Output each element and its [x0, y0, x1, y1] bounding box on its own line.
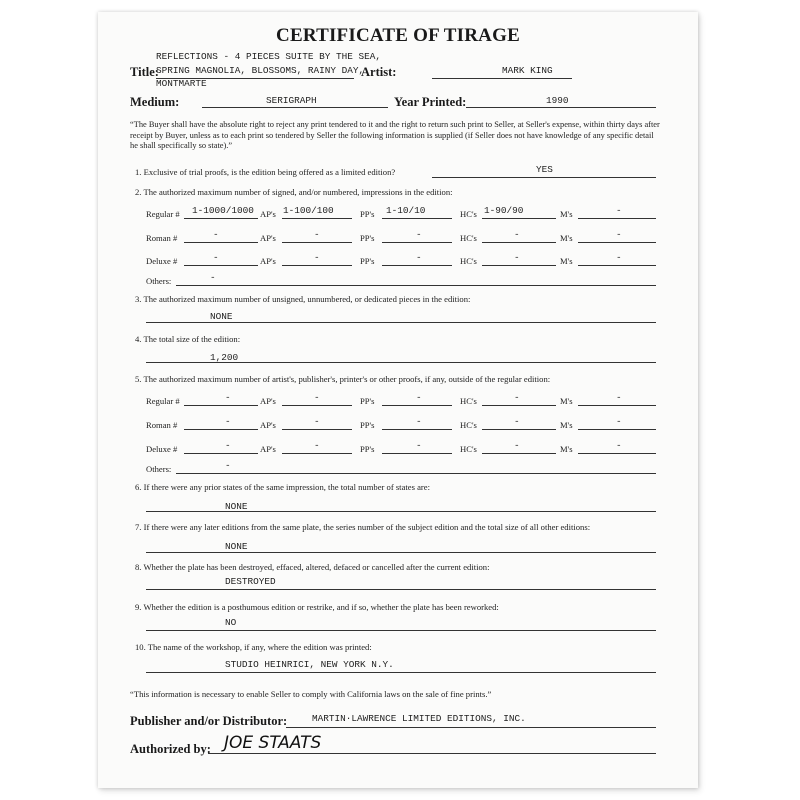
q5-roman-num-line: [184, 429, 258, 430]
q5-roman-pps-line: [382, 429, 452, 430]
q5-roman-aps-label: AP's: [260, 420, 276, 430]
q2-regular-label: Regular #: [146, 209, 180, 219]
authorized-label: Authorized by:: [130, 742, 211, 756]
q2-roman-ms: -: [616, 229, 622, 240]
question-1: 1. Exclusive of trial proofs, is the edition being offered as a limited edition?: [135, 167, 396, 177]
q2-roman-pps-line: [382, 242, 452, 243]
q2-regular-aps-line: [282, 218, 352, 219]
q2-roman-aps-label: AP's: [260, 233, 276, 243]
q5-regular-aps: -: [314, 392, 320, 403]
q5-deluxe-ms-line: [578, 453, 656, 454]
question-2: 2. The authorized maximum number of signed, and/or numbered, impressions in the edition:: [135, 187, 453, 197]
q2-deluxe-pps-line: [382, 265, 452, 266]
q2-others-label: Others:: [146, 276, 172, 286]
title-value-line-2: SPRING MAGNOLIA, BLOSSOMS, RAINY DAY,: [156, 65, 365, 76]
q2-deluxe-pps-label: PP's: [360, 256, 375, 266]
q2-regular-ms-label: M's: [560, 209, 573, 219]
q2-roman-aps: -: [314, 229, 320, 240]
q2-deluxe-aps-line: [282, 265, 352, 266]
q5-others-label: Others:: [146, 464, 172, 474]
year-underline: [466, 107, 656, 108]
q5-regular-pps-label: PP's: [360, 396, 375, 406]
q2-roman-num: -: [213, 229, 219, 240]
q5-regular-num-line: [184, 405, 258, 406]
q2-regular-aps-label: AP's: [260, 209, 276, 219]
q5-regular-ms: -: [616, 392, 622, 403]
q5-roman-aps-line: [282, 429, 352, 430]
q2-deluxe-hcs-line: [482, 265, 556, 266]
q2-roman-ms-line: [578, 242, 656, 243]
q5-deluxe-label: Deluxe #: [146, 444, 178, 454]
q5-regular-num: -: [225, 392, 231, 403]
question-5: 5. The authorized maximum number of artist's, publisher's, printer's or other proofs, if any, outside of the regular edition:: [135, 374, 551, 384]
q2-roman-pps: -: [416, 229, 422, 240]
q2-regular-pps-label: PP's: [360, 209, 375, 219]
q5-roman-ms-line: [578, 429, 656, 430]
title-value-line-3: MONTMARTE: [156, 78, 207, 89]
q2-deluxe-aps: -: [314, 252, 320, 263]
q5-roman-ms: -: [616, 416, 622, 427]
q2-others-value: -: [210, 272, 216, 283]
q5-deluxe-aps-line: [282, 453, 352, 454]
q5-regular-pps: -: [416, 392, 422, 403]
answer-4: 1,200: [210, 352, 239, 363]
q2-regular-aps: 1-100/100: [283, 205, 334, 216]
intro-paragraph: “The Buyer shall have the absolute right to reject any print tendered to it and the right to return such print to Seller, at Seller's expense, within thirty days after receipt by Buyer, unless as to each print so tendered by Seller the following information is supplied (if Seller does not have knowledge of any specific detail he shall specifically so state).”: [130, 120, 660, 151]
q2-deluxe-ms-label: M's: [560, 256, 573, 266]
publisher-value: MARTIN·LAWRENCE LIMITED EDITIONS, INC.: [312, 713, 526, 724]
q5-deluxe-aps: -: [314, 440, 320, 451]
answer-6-underline: [146, 511, 656, 512]
q2-roman-num-line: [184, 242, 258, 243]
question-6: 6. If there were any prior states of the same impression, the total number of states are:: [135, 482, 430, 492]
answer-8-underline: [146, 589, 656, 590]
answer-9: NO: [225, 617, 237, 628]
q2-deluxe-hcs: -: [514, 252, 520, 263]
q5-others-line: [176, 473, 656, 474]
q2-deluxe-pps: -: [416, 252, 422, 263]
publisher-underline: [286, 727, 656, 728]
title-value-line-1: REFLECTIONS - 4 PIECES SUITE BY THE SEA,: [156, 51, 382, 62]
q2-roman-aps-line: [282, 242, 352, 243]
q2-roman-hcs-label: HC's: [460, 233, 477, 243]
answer-1-underline: [432, 177, 656, 178]
q2-regular-hcs-line: [482, 218, 556, 219]
q2-roman-ms-label: M's: [560, 233, 573, 243]
answer-10-underline: [146, 672, 656, 673]
year-printed-value: 1990: [546, 95, 569, 106]
question-3: 3. The authorized maximum number of unsigned, unnumbered, or dedicated pieces in the edition:: [135, 294, 471, 304]
q2-regular-hcs-label: HC's: [460, 209, 477, 219]
question-7: 7. If there were any later editions from the same plate, the series number of the subject edition and the total size of all other editions:: [135, 522, 591, 532]
q5-deluxe-ms: -: [616, 440, 622, 451]
q2-regular-num: 1-1000/1000: [192, 205, 254, 216]
answer-3: NONE: [210, 311, 233, 322]
q2-regular-ms-line: [578, 218, 656, 219]
artist-underline: [432, 78, 572, 79]
q2-regular-hcs: 1-90/90: [484, 205, 524, 216]
q5-deluxe-ms-label: M's: [560, 444, 573, 454]
authorized-underline: [208, 753, 656, 754]
q5-deluxe-aps-label: AP's: [260, 444, 276, 454]
q5-deluxe-pps-line: [382, 453, 452, 454]
q2-deluxe-num: -: [213, 252, 219, 263]
question-10: 10. The name of the workshop, if any, where the edition was printed:: [135, 642, 372, 652]
answer-6: NONE: [225, 501, 248, 512]
q5-regular-ms-line: [578, 405, 656, 406]
answer-1: YES: [536, 164, 553, 175]
q2-regular-ms: -: [616, 205, 622, 216]
medium-underline: [202, 107, 388, 108]
q2-others-line: [176, 285, 656, 286]
q5-deluxe-hcs-line: [482, 453, 556, 454]
certificate-sheet: [98, 12, 698, 788]
title-label: Title:: [130, 65, 159, 79]
q2-regular-pps: 1-10/10: [386, 205, 426, 216]
q5-regular-aps-line: [282, 405, 352, 406]
answer-3-underline: [146, 322, 656, 323]
q5-regular-hcs: -: [514, 392, 520, 403]
medium-label: Medium:: [130, 95, 180, 109]
artist-label: Artist:: [361, 65, 397, 79]
q5-deluxe-hcs: -: [514, 440, 520, 451]
page-title: CERTIFICATE OF TIRAGE: [276, 25, 520, 46]
q5-deluxe-num: -: [225, 440, 231, 451]
q5-others-value: -: [225, 460, 231, 471]
answer-7-underline: [146, 552, 656, 553]
q2-roman-hcs: -: [514, 229, 520, 240]
q5-roman-num: -: [225, 416, 231, 427]
q5-regular-pps-line: [382, 405, 452, 406]
q5-deluxe-pps: -: [416, 440, 422, 451]
q2-regular-pps-line: [382, 218, 452, 219]
q5-roman-hcs: -: [514, 416, 520, 427]
q5-roman-label: Roman #: [146, 420, 178, 430]
q5-deluxe-hcs-label: HC's: [460, 444, 477, 454]
answer-7: NONE: [225, 541, 248, 552]
q5-deluxe-pps-label: PP's: [360, 444, 375, 454]
q5-regular-label: Regular #: [146, 396, 180, 406]
q2-deluxe-ms: -: [616, 252, 622, 263]
q5-roman-ms-label: M's: [560, 420, 573, 430]
q5-roman-pps: -: [416, 416, 422, 427]
answer-10: STUDIO HEINRICI, NEW YORK N.Y.: [225, 659, 394, 670]
q5-roman-hcs-line: [482, 429, 556, 430]
question-9: 9. Whether the edition is a posthumous edition or restrike, and if so, whether the plate has been reworked:: [135, 602, 499, 612]
q5-regular-hcs-line: [482, 405, 556, 406]
q2-regular-num-line: [184, 218, 258, 219]
q5-roman-aps: -: [314, 416, 320, 427]
q2-deluxe-ms-line: [578, 265, 656, 266]
q2-roman-pps-label: PP's: [360, 233, 375, 243]
q5-roman-hcs-label: HC's: [460, 420, 477, 430]
q5-regular-ms-label: M's: [560, 396, 573, 406]
signature: JOE STAATS: [224, 733, 322, 753]
question-4: 4. The total size of the edition:: [135, 334, 241, 344]
q5-regular-aps-label: AP's: [260, 396, 276, 406]
year-printed-label: Year Printed:: [394, 95, 467, 109]
medium-value: SERIGRAPH: [266, 95, 317, 106]
answer-9-underline: [146, 630, 656, 631]
question-8: 8. Whether the plate has been destroyed, effaced, altered, defaced or cancelled after the current edition:: [135, 562, 490, 572]
q2-roman-label: Roman #: [146, 233, 178, 243]
q5-deluxe-num-line: [184, 453, 258, 454]
q5-regular-hcs-label: HC's: [460, 396, 477, 406]
q5-roman-pps-label: PP's: [360, 420, 375, 430]
artist-value: MARK KING: [502, 65, 553, 76]
q2-deluxe-num-line: [184, 265, 258, 266]
q2-deluxe-label: Deluxe #: [146, 256, 178, 266]
publisher-label: Publisher and/or Distributor:: [130, 714, 288, 728]
q2-deluxe-hcs-label: HC's: [460, 256, 477, 266]
q2-deluxe-aps-label: AP's: [260, 256, 276, 266]
footer-note: “This information is necessary to enable Seller to comply with California laws on the sale of fine prints.”: [130, 689, 492, 699]
answer-8: DESTROYED: [225, 576, 276, 587]
q2-roman-hcs-line: [482, 242, 556, 243]
